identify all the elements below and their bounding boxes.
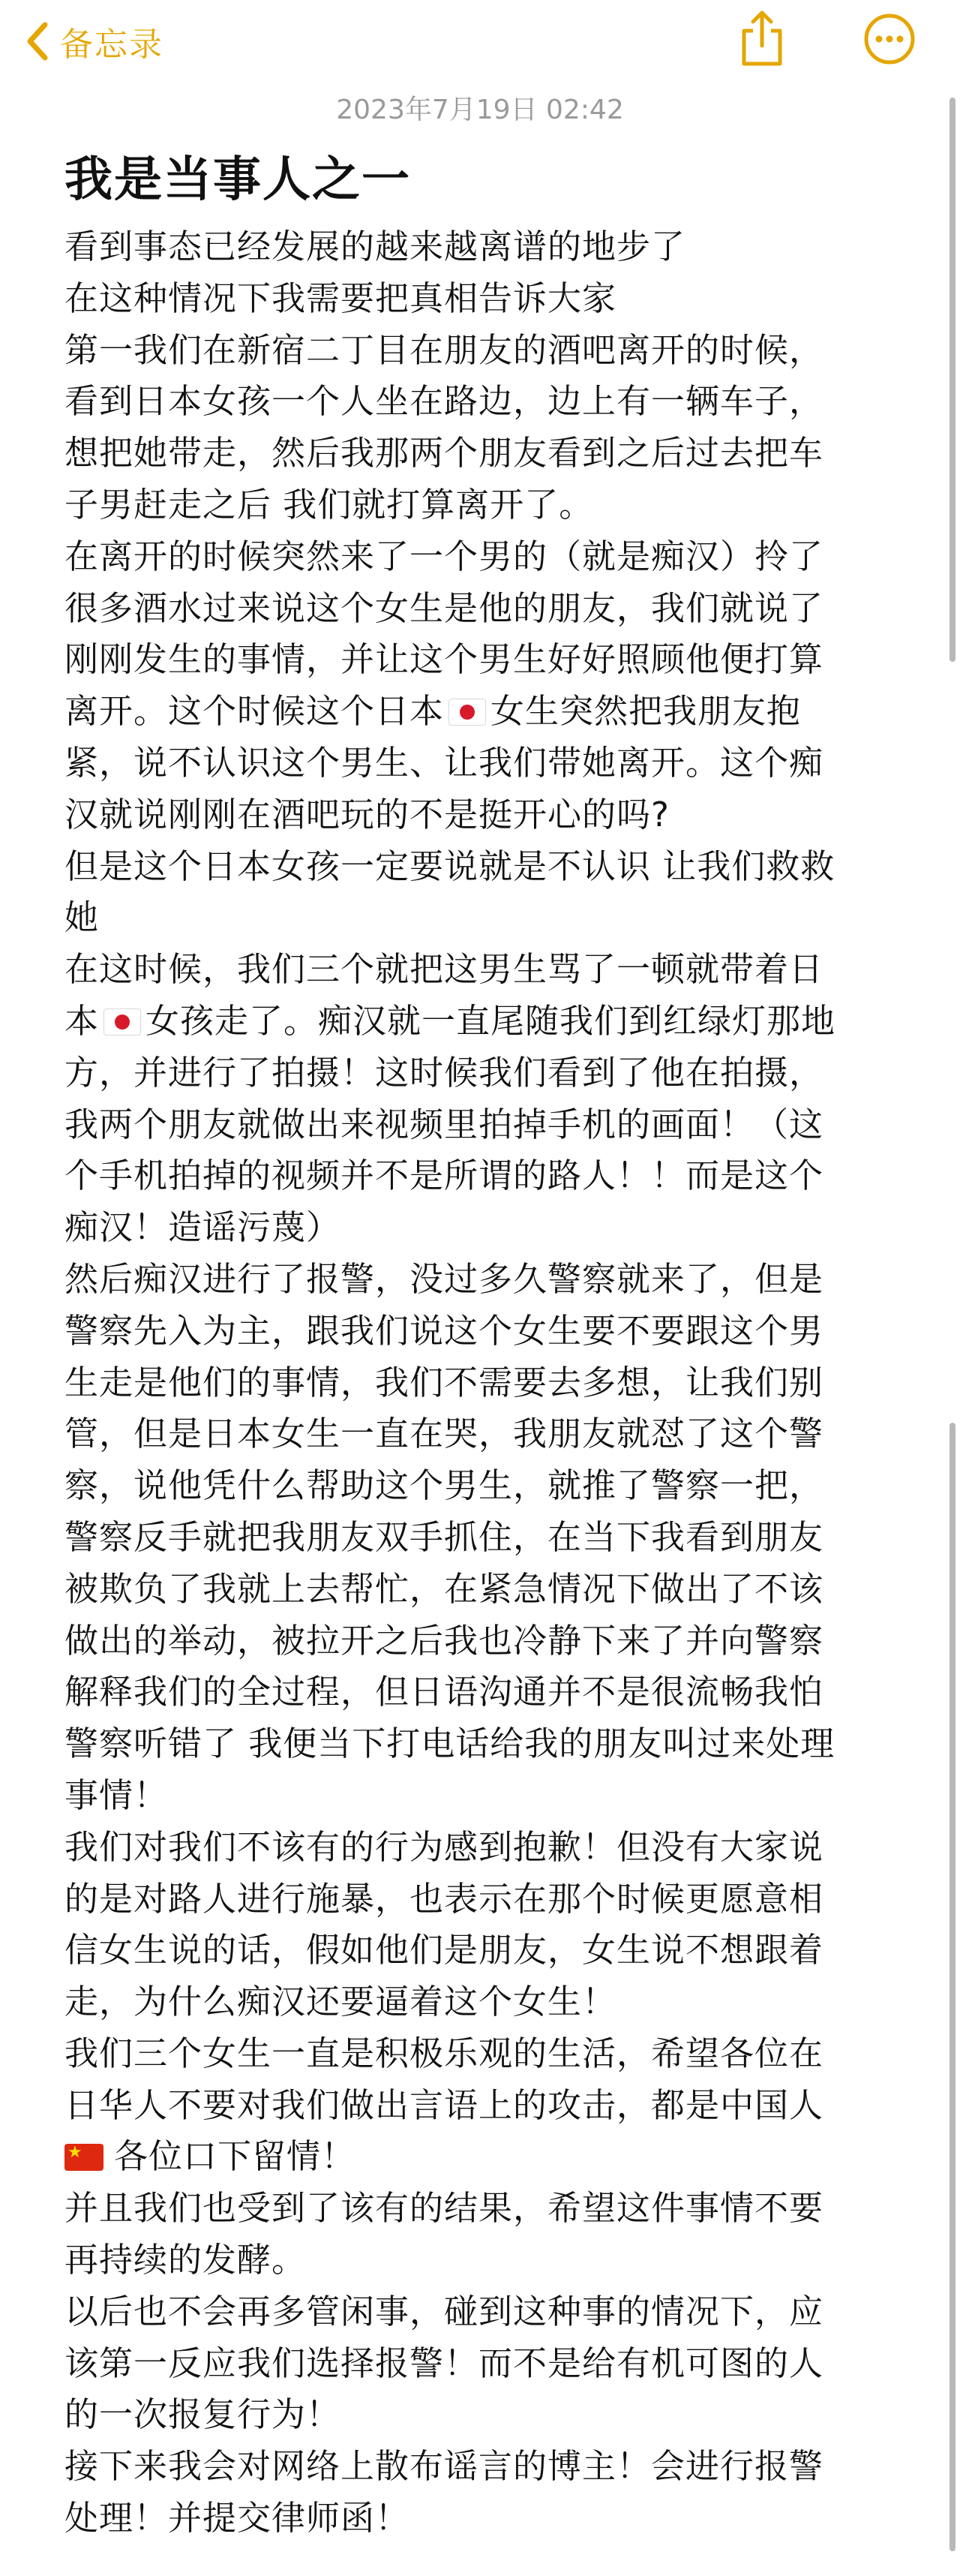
note-line [64,686,912,738]
note-line: 走，为什么痴汉还要逼着这个女生！ [64,1982,617,2022]
note-line: 刚刚发生的事情，并让这个男生好好照顾他便打算 [64,639,824,680]
note-line [64,2131,912,2183]
note-line: 很多酒水过来说这个女生是他的朋友，我们就说了 [64,588,824,628]
note-line: 处理！并提交律师函！ [64,2498,410,2538]
note-line: 被欺负了我就上去帮忙，在紧急情况下做出了不该 [64,1568,824,1609]
back-label: 备忘录 [60,26,164,64]
china-flag-icon [64,2144,104,2171]
note-line: 的一次报复行为！ [64,2394,341,2435]
note-line: 个手机拍掉的视频并不是所谓的路人！！而是这个 [64,1156,824,1196]
note-line: 在离开的时候突然来了一个男的（就是痴汉）拎了 [64,536,824,576]
scrollbar[interactable] [950,98,956,2551]
note-line: 她 [64,897,100,938]
note-line: 但是这个日本女孩一定要说就是不认识 让我们救救 [64,846,836,886]
note-line-segment: 离开。这个时候这个日本 [64,691,445,732]
note-line: 并且我们也受到了该有的结果，希望这件事情不要 [64,2188,824,2229]
note-line: 我们对我们不该有的行为感到抱歉！但没有大家说 [64,1826,824,1867]
note-line: 做出的举动，被拉开之后我也冷静下来了并向警察 [64,1620,824,1661]
note-line: 信女生说的话，假如他们是朋友，女生说不想跟着 [64,1930,824,1970]
note-line: 日华人不要对我们做出言语上的攻击，都是中国人 [64,2085,824,2125]
more-options-button[interactable] [861,12,918,69]
note-line: 想把她带走，然后我那两个朋友看到之后过去把车 [64,433,824,473]
note-date: 2023年7月19日 02:42 [336,95,624,125]
note-line: 我两个朋友就做出来视频里拍掉手机的画面！（这 [64,1104,824,1144]
japan-flag-icon [448,699,486,726]
note-body[interactable] [64,139,912,2544]
note-line: 警察听错了 我便当下打电话给我的朋友叫过来处理 [64,1724,836,1764]
note-line: 解释我们的全过程，但日语沟通并不是很流畅我怕 [64,1672,824,1712]
note-line: 该第一反应我们选择报警！而不是给有机可图的人 [64,2343,824,2383]
note-line: 方，并进行了拍摄！这时候我们看到了他在拍摄， [64,1052,824,1093]
note-line [64,996,912,1048]
note-line: 警察反手就把我朋友双手抓住，在当下我看到朋友 [64,1516,824,1557]
note-line: 的是对路人进行施暴，也表示在那个时候更愿意相 [64,1878,824,1919]
note-line: 事情！ [64,1775,169,1815]
note-line: 看到日本女孩一个人坐在路边，边上有一辆车子， [64,381,824,422]
note-line: 以后也不会再多管闲事，碰到这种事的情况下，应 [64,2291,824,2331]
note-line: 警察先入为主，跟我们说这个女生要不要跟这个男 [64,1310,824,1351]
note-line: 再持续的发酵。 [64,2240,307,2280]
note-line-segment: 女孩走了。痴汉就一直尾随我们到红绿灯那地 [146,1000,836,1041]
note-line: 管，但是日本女生一直在哭，我朋友就怼了这个警 [64,1414,824,1454]
note-line-segment: 各位口下留情！ [114,2136,356,2177]
ellipsis-circle-icon [863,13,916,68]
note-line: 在这种情况下我需要把真相告诉大家 [64,278,617,318]
share-button[interactable] [735,6,789,74]
note-line: 紧，说不认识这个男生、让我们带她离开。这个痴 [64,742,824,783]
note-line: 痴汉！造谣污蔑） [64,1207,341,1248]
back-button[interactable] [22,17,164,66]
note-line: 察，说他凭什么帮助这个男生，就推了警察一把， [64,1465,824,1506]
japan-flag-icon [104,1008,141,1036]
scrollbar-thumb[interactable] [950,1423,956,2551]
note-line: 汉就说刚刚在酒吧玩的不是挺开心的吗? [64,794,670,834]
note-line: 生走是他们的事情，我们不需要去多想，让我们别 [64,1362,824,1402]
note-line: 看到事态已经发展的越来越离谱的地步了 [64,227,686,266]
share-icon [740,8,784,71]
note-line-segment: 本 [64,1000,100,1041]
navigation-bar [0,0,960,83]
note-line: 子男赶走之后 我们就打算离开了。 [64,484,594,525]
scrollbar-thumb[interactable] [950,98,956,662]
note-line: 然后痴汉进行了报警，没过多久警察就来了，但是 [64,1258,824,1299]
note-line: 在这时候，我们三个就把这男生骂了一顿就带着日 [64,949,824,990]
note-line: 第一我们在新宿二丁目在朋友的酒吧离开的时候， [64,329,824,370]
note-line: 我们三个女生一直是积极乐观的生活，希望各位在 [64,2033,824,2073]
note-title: 我是当事人之一 [64,152,411,208]
chevron-left-icon [22,20,52,62]
note-line-segment: 女生突然把我朋友抱 [490,691,802,732]
note-line: 接下来我会对网络上散布谣言的博主！会进行报警 [64,2446,824,2487]
